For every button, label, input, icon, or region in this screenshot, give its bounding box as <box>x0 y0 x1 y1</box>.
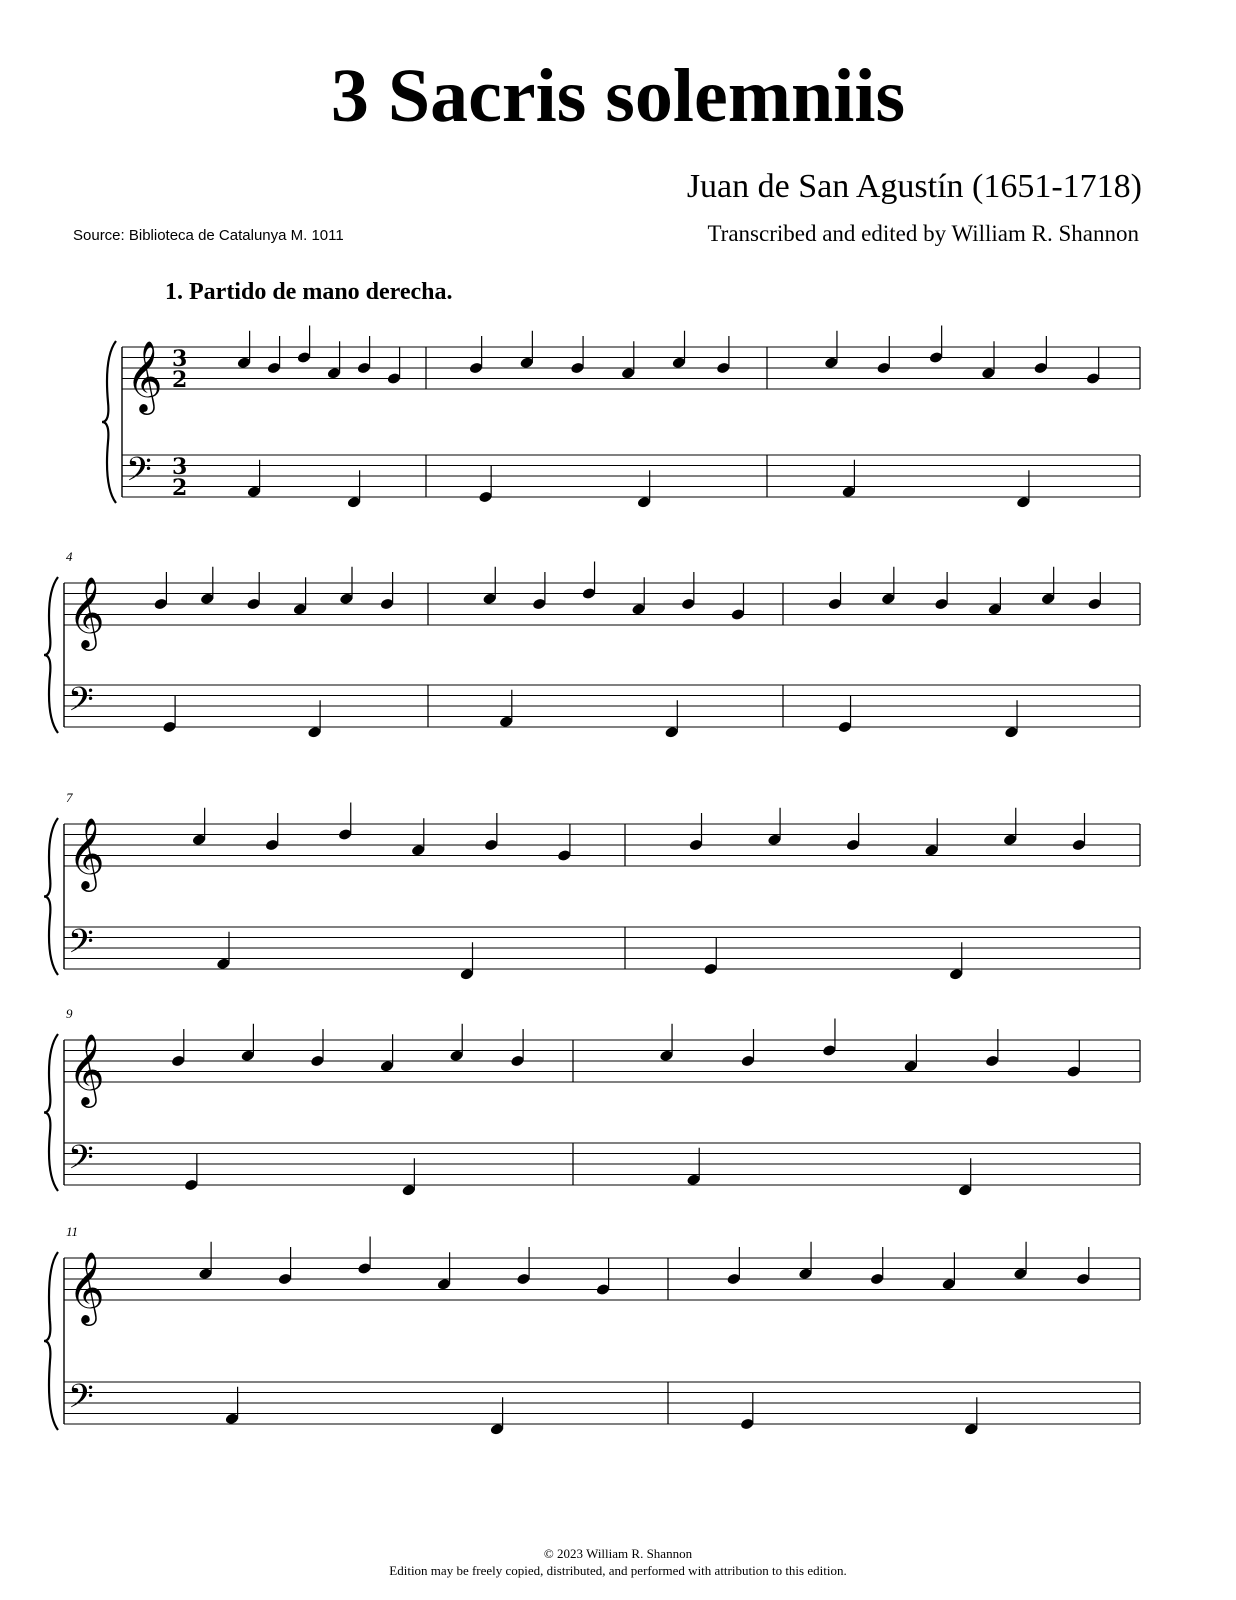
system-brace <box>44 1034 58 1191</box>
movement-heading: 1. Partido de mano derecha. <box>165 279 453 305</box>
time-signature-treble: 3 <box>172 346 188 372</box>
license-line: Edition may be freely copied, distributed, and performed with attribution to this edition. <box>389 1563 847 1578</box>
treble-clef-icon: 𝄞 <box>68 1250 105 1323</box>
treble-clef-icon: 𝄞 <box>126 339 163 412</box>
system-brace <box>102 341 116 503</box>
measure-number: 9 <box>66 1006 73 1021</box>
treble-clef-icon: 𝄞 <box>68 1032 105 1105</box>
system-brace <box>44 1252 58 1430</box>
measure-number: 7 <box>66 790 73 805</box>
piece-title: 3 Sacris solemniis <box>330 54 906 138</box>
system-brace <box>44 577 58 733</box>
editor-credit: Transcribed and edited by William R. Shannon <box>707 221 1139 246</box>
composer-credit: Juan de San Agustín (1651-1718) <box>686 168 1142 205</box>
bass-clef-icon: 𝄢 <box>68 923 94 969</box>
copyright-line: © 2023 William R. Shannon <box>543 1546 693 1561</box>
measure-number: 4 <box>66 549 73 564</box>
source-note: Source: Biblioteca de Catalunya M. 1011 <box>73 227 344 244</box>
time-signature-bass: 3 <box>172 454 188 480</box>
time-signature-bass: 2 <box>172 475 188 501</box>
time-signature-treble: 2 <box>172 367 188 393</box>
treble-clef-icon: 𝄞 <box>68 575 105 648</box>
treble-clef-icon: 𝄞 <box>68 816 105 889</box>
page-footer <box>0 1545 1236 1579</box>
bass-clef-icon: 𝄢 <box>68 1139 94 1185</box>
system-brace <box>44 818 58 975</box>
bass-clef-icon: 𝄢 <box>68 1378 94 1424</box>
bass-clef-icon: 𝄢 <box>68 681 94 727</box>
bass-clef-icon: 𝄢 <box>126 451 152 497</box>
measure-number: 11 <box>66 1224 79 1239</box>
